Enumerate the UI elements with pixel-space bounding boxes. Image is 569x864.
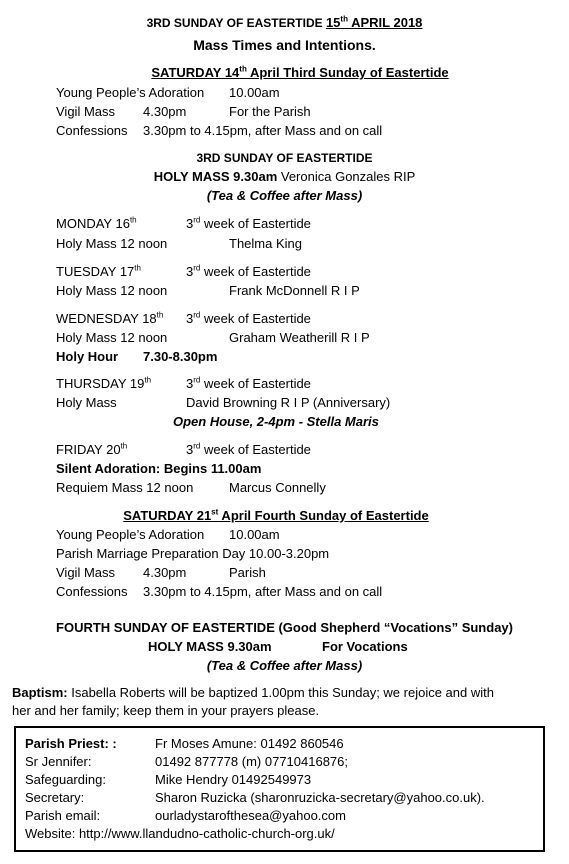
title-text: 3RD SUNDAY OF EASTERTIDE xyxy=(146,16,326,30)
sunday-15-mass: HOLY MASS 9.30am Veronica Gonzales RIP xyxy=(153,169,416,184)
wednesday-week: 3rd week of Eastertide xyxy=(186,310,311,326)
sat14-vigil-time: 4.30pm xyxy=(143,104,187,119)
friday-mass: Requiem Mass 12 noon xyxy=(56,480,194,495)
sunday-22-mass-label: HOLY MASS 9.30am xyxy=(148,639,272,654)
contact-label-safeguarding: Safeguarding: xyxy=(25,772,106,787)
friday-week: 3rd week of Eastertide xyxy=(186,441,311,457)
day-tuesday: TUESDAY 17th xyxy=(56,263,141,279)
contact-label-email: Parish email: xyxy=(25,808,101,823)
monday-mass: Holy Mass 12 noon xyxy=(56,236,168,251)
sat14-vigil-intention: For the Parish xyxy=(229,104,311,119)
monday-week: 3rd week of Eastertide xyxy=(186,215,311,231)
sat21-confessions-label: Confessions xyxy=(56,584,128,599)
saturday-21-heading: SATURDAY 21st April Fourth Sunday of Eastertide xyxy=(123,507,429,523)
silent-adoration: Silent Adoration: Begins 11.00am xyxy=(56,461,262,476)
sat21-vigil-time: 4.30pm xyxy=(143,565,187,580)
baptism-line-2: her and her family; keep them in your prayers please. xyxy=(12,703,320,718)
sunday-15-note: (Tea & Coffee after Mass) xyxy=(206,188,363,203)
sat21-adoration-label: Young People’s Adoration xyxy=(56,527,205,542)
sunday-15-heading: 3RD SUNDAY OF EASTERTIDE xyxy=(196,151,373,165)
saturday-14-heading: SATURDAY 14th April Third Sunday of Eastertide xyxy=(151,64,449,80)
title-date: 15 xyxy=(325,15,341,30)
baptism-line-1: Baptism: Isabella Roberts will be baptized 1.00pm this Sunday; we rejoice and with xyxy=(12,685,494,700)
sat14-line-adoration: Young People’s Adoration xyxy=(56,85,205,100)
holy-hour-time: 7.30-8.30pm xyxy=(143,349,218,364)
day-monday: MONDAY 16th xyxy=(56,215,137,231)
contact-value-safeguarding: Mike Hendry 01492549973 xyxy=(155,772,312,787)
page-title xyxy=(0,14,569,32)
monday-intention: Thelma King xyxy=(229,236,302,251)
sat14-adoration-time: 10.00am xyxy=(229,85,280,100)
contact-label-sister: Sr Jennifer: xyxy=(25,754,92,769)
sat21-vigil-intention: Parish xyxy=(229,565,266,580)
wednesday-mass: Holy Mass 12 noon xyxy=(56,330,168,345)
day-wednesday: WEDNESDAY 18th xyxy=(56,310,164,326)
open-house-note: Open House, 2-4pm - Stella Maris xyxy=(173,414,379,429)
tuesday-mass: Holy Mass 12 noon xyxy=(56,283,168,298)
day-friday: FRIDAY 20th xyxy=(56,441,128,457)
page-subtitle: Mass Times and Intentions. xyxy=(193,37,376,53)
sat21-adoration-time: 10.00am xyxy=(229,527,280,542)
contact-value-priest: Fr Moses Amune: 01492 860546 xyxy=(155,736,344,751)
sat21-vigil-label: Vigil Mass xyxy=(56,565,116,580)
day-thursday: THURSDAY 19th xyxy=(56,375,152,391)
contact-label-secretary: Secretary: xyxy=(25,790,85,805)
thursday-mass: Holy Mass xyxy=(56,395,117,410)
contact-value-sister: 01492 877778 (m) 07710416876; xyxy=(155,754,348,769)
thursday-intention: David Browning R I P (Anniversary) xyxy=(186,395,391,410)
tuesday-intention: Frank McDonnell R I P xyxy=(229,283,360,298)
website-link[interactable]: Website: http://www.llandudno-catholic-church-org.uk/ xyxy=(25,826,335,841)
tuesday-week: 3rd week of Eastertide xyxy=(186,263,311,279)
sunday-22-heading: FOURTH SUNDAY OF EASTERTIDE (Good Shepherd “Vocations” Sunday) xyxy=(56,620,513,635)
title-date-rest: APRIL 2018 xyxy=(347,15,423,30)
sunday-22-mass-intention: For Vocations xyxy=(322,639,408,654)
title-date-sup: th xyxy=(340,14,348,24)
sat14-confessions-time: 3.30pm to 4.15pm, after Mass and on call xyxy=(143,123,383,138)
sat21-confessions-time: 3.30pm to 4.15pm, after Mass and on call xyxy=(143,584,383,599)
sat14-confessions-label: Confessions xyxy=(56,123,128,138)
sat21-marriage-prep: Parish Marriage Preparation Day 10.00-3.20pm xyxy=(56,546,330,561)
friday-intention: Marcus Connelly xyxy=(229,480,326,495)
sunday-22-note: (Tea & Coffee after Mass) xyxy=(206,658,363,673)
contact-value-email[interactable]: ourladystarofthesea@yahoo.com xyxy=(155,808,346,823)
thursday-week: 3rd week of Eastertide xyxy=(186,375,311,391)
sat14-vigil-label: Vigil Mass xyxy=(56,104,116,119)
wednesday-intention: Graham Weatherill R I P xyxy=(229,330,370,345)
contact-value-secretary[interactable]: Sharon Ruzicka (sharonruzicka-secretary@yahoo.co.uk). xyxy=(155,790,485,805)
contact-label-priest: Parish Priest: : xyxy=(25,736,117,751)
holy-hour-label: Holy Hour xyxy=(56,349,119,364)
